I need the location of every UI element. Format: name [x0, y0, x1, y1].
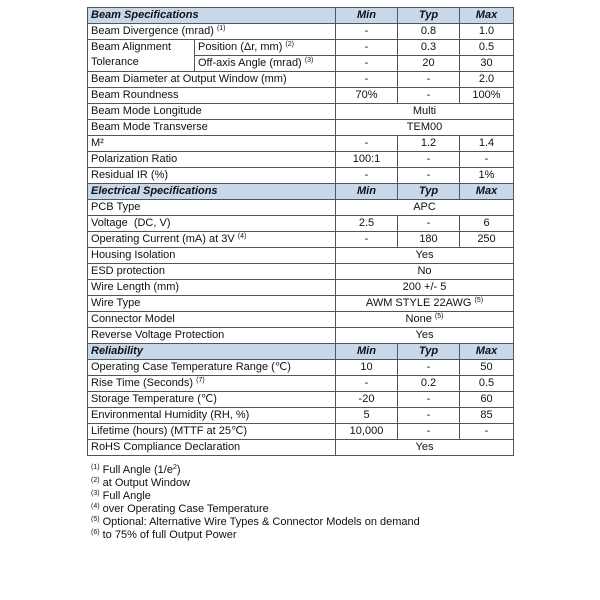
max-cell: 250 — [460, 232, 514, 248]
footnote-5: $^{(5)}$ Optional: Alternative Wire Types & Connector Models on demand — [91, 516, 420, 528]
max-cell: 0.5 — [460, 376, 514, 392]
min-cell: 10,000 — [336, 424, 398, 440]
table-row — [88, 328, 514, 344]
col-min-header: Min — [336, 8, 398, 24]
table-row — [88, 424, 514, 440]
min-cell: 100:1 — [336, 152, 398, 168]
row-label: Storage Temperature (℃) — [88, 392, 336, 408]
row-label: RoHS Compliance Declaration — [88, 440, 336, 456]
table-row — [88, 136, 514, 152]
value-cell: Yes — [336, 248, 514, 264]
row-label: PCB Type — [88, 200, 336, 216]
max-cell: 1% — [460, 168, 514, 184]
row-label: Beam Mode Longitude — [88, 104, 336, 120]
row-label: Residual IR (%) — [88, 168, 336, 184]
min-cell: - — [336, 232, 398, 248]
section-header-beam — [88, 8, 514, 24]
table-row — [88, 40, 514, 56]
max-cell: 1.4 — [460, 136, 514, 152]
table-row — [88, 200, 514, 216]
value-cell: 200 +/- 5 — [336, 280, 514, 296]
min-cell: -20 — [336, 392, 398, 408]
value-cell: No — [336, 264, 514, 280]
row-label: Reverse Voltage Protection — [88, 328, 336, 344]
min-cell: - — [336, 24, 398, 40]
row-label: M² — [88, 136, 336, 152]
row-label: Position (Δr, mm) $^{(2)}$ — [195, 40, 336, 56]
row-label: Beam Divergence (mrad) $^{(1)}$ — [88, 24, 336, 40]
value-cell: Multi — [336, 104, 514, 120]
section-title: Electrical Specifications — [88, 184, 336, 200]
min-cell: 5 — [336, 408, 398, 424]
spec-table — [87, 7, 514, 456]
row-group-label: Beam Alignment Tolerance — [88, 40, 195, 72]
max-cell: 0.5 — [460, 40, 514, 56]
min-cell: - — [336, 376, 398, 392]
typ-cell: 1.2 — [398, 136, 460, 152]
typ-cell: 0.3 — [398, 40, 460, 56]
row-label: Environmental Humidity (RH, %) — [88, 408, 336, 424]
typ-cell: - — [398, 216, 460, 232]
typ-cell: - — [398, 168, 460, 184]
footnotes — [87, 464, 513, 542]
value-cell: AWM STYLE 22AWG $^{(5)}$ — [336, 296, 514, 312]
value-cell: Yes — [336, 440, 514, 456]
table-row — [88, 152, 514, 168]
value-cell: None $^{(5)}$ — [336, 312, 514, 328]
row-label: Off-axis Angle (mrad) $^{(3)}$ — [195, 56, 336, 72]
table-row — [88, 392, 514, 408]
row-label: Lifetime (hours) (MTTF at 25℃) — [88, 424, 336, 440]
table-row — [88, 376, 514, 392]
typ-cell: 0.2 — [398, 376, 460, 392]
table-row — [88, 360, 514, 376]
row-label: Beam Diameter at Output Window (mm) — [88, 72, 336, 88]
row-label: Beam Mode Transverse — [88, 120, 336, 136]
min-cell: - — [336, 40, 398, 56]
col-max-header: Max — [460, 8, 514, 24]
table-row — [88, 104, 514, 120]
table-row — [88, 72, 514, 88]
typ-cell: 0.8 — [398, 24, 460, 40]
max-cell: 50 — [460, 360, 514, 376]
col-typ-header: Typ — [398, 344, 460, 360]
footnote-4: $^{(4)}$ over Operating Case Temperature — [91, 503, 269, 515]
row-label: Beam Roundness — [88, 88, 336, 104]
row-label: Polarization Ratio — [88, 152, 336, 168]
max-cell: 85 — [460, 408, 514, 424]
table-row — [88, 312, 514, 328]
value-cell: APC — [336, 200, 514, 216]
min-cell: - — [336, 56, 398, 72]
table-row — [88, 296, 514, 312]
footnote-1: $^{(1)}$ Full Angle $(1/e^2)$ — [91, 464, 181, 476]
max-cell: - — [460, 424, 514, 440]
max-cell: - — [460, 152, 514, 168]
footnote-6: $^{(6)}$ to 75% of full Output Power — [91, 529, 237, 541]
row-label: Operating Case Temperature Range (℃) — [88, 360, 336, 376]
table-row — [88, 120, 514, 136]
table-row — [88, 264, 514, 280]
table-row — [88, 232, 514, 248]
section-title: Reliability — [88, 344, 336, 360]
col-typ-header: Typ — [398, 8, 460, 24]
min-cell: 2.5 — [336, 216, 398, 232]
max-cell: 30 — [460, 56, 514, 72]
section-title: Beam Specifications — [88, 8, 336, 24]
table-row — [88, 440, 514, 456]
value-cell: Yes — [336, 328, 514, 344]
max-cell: 60 — [460, 392, 514, 408]
col-min-header: Min — [336, 344, 398, 360]
table-row — [88, 24, 514, 40]
row-label: Housing Isolation — [88, 248, 336, 264]
footnote-2: $^{(2)}$ at Output Window — [91, 477, 191, 489]
min-cell: 10 — [336, 360, 398, 376]
col-min-header: Min — [336, 184, 398, 200]
typ-cell: 180 — [398, 232, 460, 248]
max-cell: 1.0 — [460, 24, 514, 40]
value-cell: TEM00 — [336, 120, 514, 136]
footnote-3: $^{(3)}$ Full Angle — [91, 490, 151, 502]
typ-cell: - — [398, 392, 460, 408]
typ-cell: - — [398, 88, 460, 104]
row-label: Voltage (DC, V) — [88, 216, 336, 232]
col-max-header: Max — [460, 344, 514, 360]
col-typ-header: Typ — [398, 184, 460, 200]
spec-sheet — [87, 7, 513, 542]
table-row — [88, 280, 514, 296]
max-cell: 2.0 — [460, 72, 514, 88]
typ-cell: - — [398, 360, 460, 376]
col-max-header: Max — [460, 184, 514, 200]
typ-cell: - — [398, 424, 460, 440]
table-row — [88, 216, 514, 232]
min-cell: - — [336, 168, 398, 184]
row-label: Wire Type — [88, 296, 336, 312]
typ-cell: - — [398, 408, 460, 424]
typ-cell: 20 — [398, 56, 460, 72]
max-cell: 6 — [460, 216, 514, 232]
typ-cell: - — [398, 72, 460, 88]
table-row — [88, 408, 514, 424]
row-label: Connector Model — [88, 312, 336, 328]
min-cell: - — [336, 136, 398, 152]
table-row — [88, 88, 514, 104]
typ-cell: - — [398, 152, 460, 168]
section-header-reliability — [88, 344, 514, 360]
max-cell: 100% — [460, 88, 514, 104]
table-row — [88, 168, 514, 184]
table-row — [88, 248, 514, 264]
min-cell: - — [336, 72, 398, 88]
row-label: Operating Current (mA) at 3V $^{(4)}$ — [88, 232, 336, 248]
row-label: Wire Length (mm) — [88, 280, 336, 296]
row-label: ESD protection — [88, 264, 336, 280]
row-label: Rise Time (Seconds) $^{(7)}$ — [88, 376, 336, 392]
min-cell: 70% — [336, 88, 398, 104]
section-header-electrical — [88, 184, 514, 200]
